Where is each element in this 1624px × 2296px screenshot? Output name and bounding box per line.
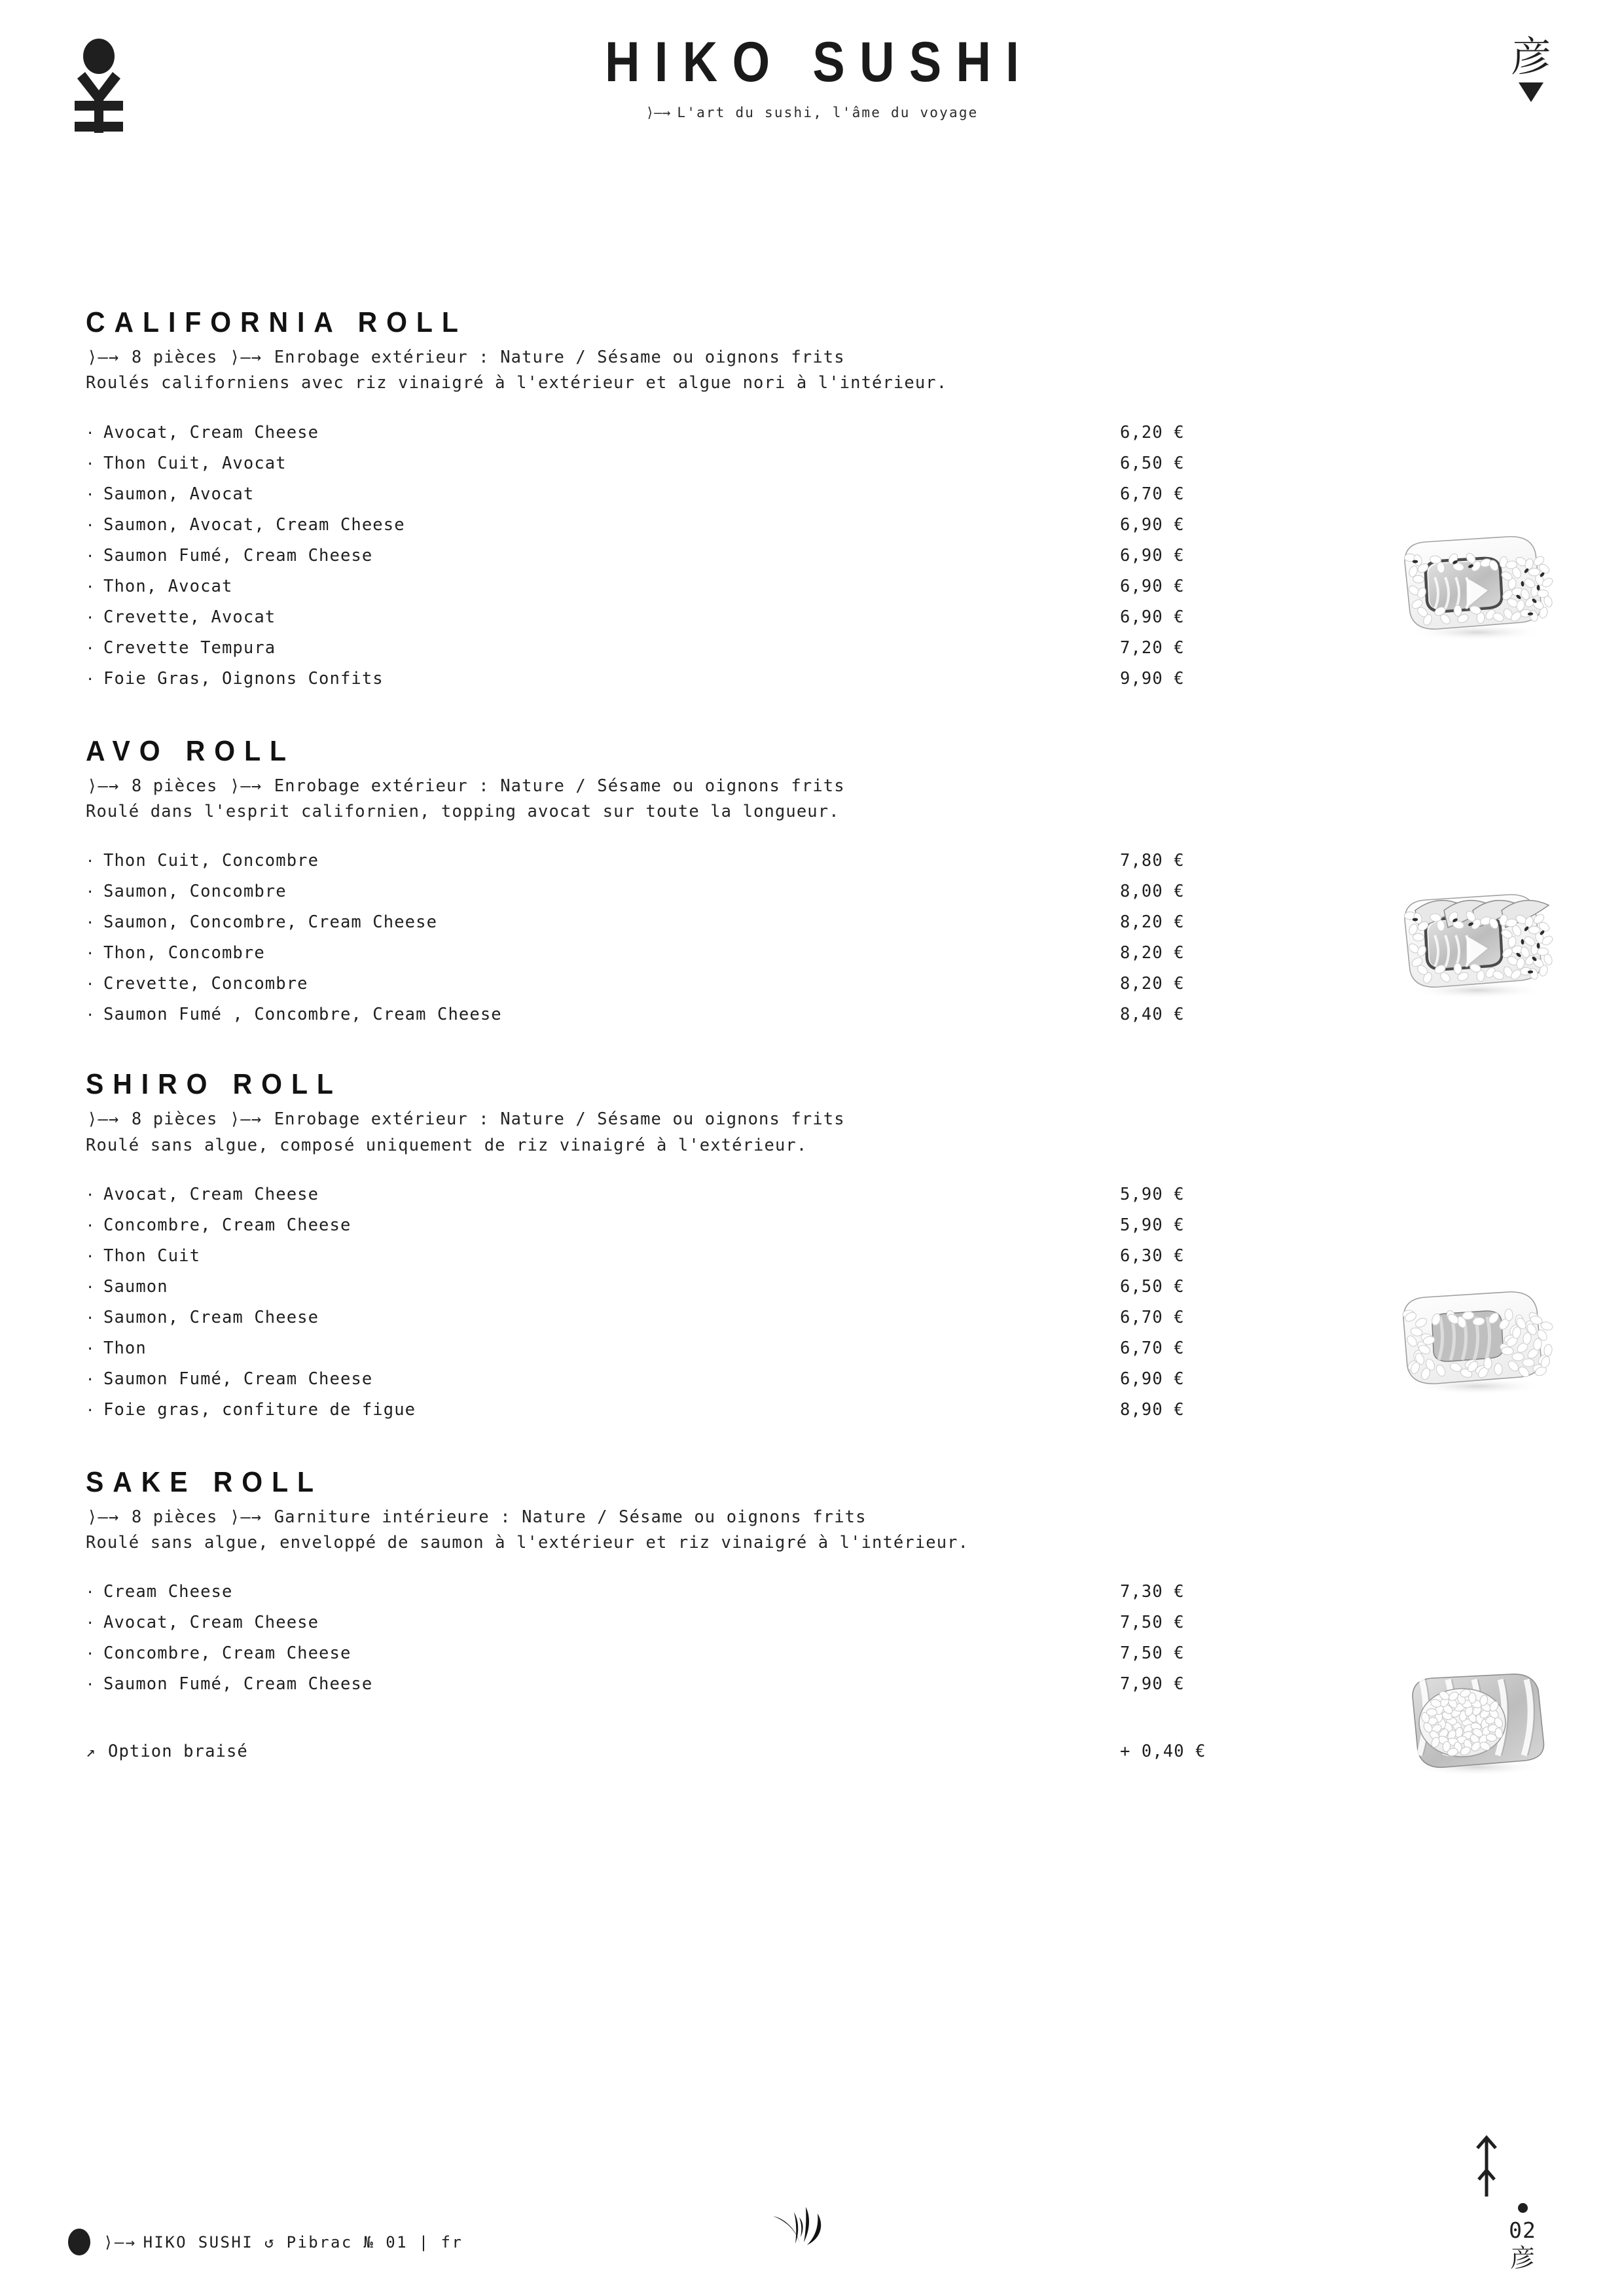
page-kanji-glyph: 彦 <box>1509 2244 1535 2273</box>
menu-item[interactable] <box>86 1400 1238 1431</box>
menu-item-price: 8,90 € <box>1120 1399 1185 1420</box>
menu-item[interactable] <box>86 974 1238 1005</box>
menu-item[interactable] <box>86 1215 1238 1246</box>
page-marker <box>1473 2134 1572 2274</box>
bullet-icon: · <box>86 548 96 565</box>
menu-item-label: Avocat, Cream Cheese <box>103 422 319 442</box>
section-pieces: 8 pièces <box>131 1109 218 1130</box>
bullet-icon: · <box>86 456 96 473</box>
bullet-icon: · <box>86 1340 96 1357</box>
menu-section-california-roll <box>86 308 1538 700</box>
menu-item-price: 8,40 € <box>1120 1005 1185 1025</box>
section-meta <box>86 1108 1538 1131</box>
footer-brand-line <box>68 2229 463 2255</box>
menu-item[interactable] <box>86 912 1238 943</box>
section-meta <box>86 775 1538 798</box>
menu-item-label: Saumon Fumé, Cream Cheese <box>103 1369 373 1389</box>
menu-item-price: 6,90 € <box>1120 514 1185 535</box>
grass-brush-ornament-icon <box>767 2204 858 2257</box>
option-label: Option braisé <box>108 1742 248 1762</box>
bullet-icon: · <box>86 640 96 657</box>
page-marker-dot-icon <box>1518 2203 1528 2213</box>
menu-item-price: 5,90 € <box>1120 1215 1185 1235</box>
menu-item[interactable] <box>86 851 1238 882</box>
menu-item-label: Saumon Fumé, Cream Cheese <box>103 1674 373 1695</box>
menu-item[interactable] <box>86 546 1238 577</box>
section-wrapping: Garniture intérieure : Nature / Sésame ou oignons frits <box>274 1507 867 1527</box>
menu-item-price: 6,90 € <box>1120 607 1185 627</box>
menu-item[interactable] <box>86 1643 1238 1674</box>
bullet-icon: · <box>86 1677 96 1694</box>
menu-item[interactable] <box>86 943 1238 974</box>
menu-item-label: Saumon, Avocat, Cream Cheese <box>103 514 405 535</box>
menu-item-price: 7,30 € <box>1120 1582 1185 1602</box>
menu-item-label: Crevette Tempura <box>103 637 276 658</box>
section-meta <box>86 346 1538 369</box>
footer-location-text: HIKO SUSHI ↺ Pibrac № 01 | fr <box>143 2233 463 2251</box>
bullet-icon: · <box>86 1371 96 1388</box>
menu-item-label: Thon, Avocat <box>103 576 233 596</box>
bullet-icon: · <box>86 1187 96 1204</box>
avo-roll-illustration <box>1389 882 1566 1009</box>
menu-item[interactable] <box>86 1338 1238 1369</box>
menu-item[interactable] <box>86 1369 1238 1400</box>
menu-item-price: 7,20 € <box>1120 637 1185 658</box>
menu-item-list <box>86 1582 1238 1705</box>
footer-text <box>103 2233 463 2251</box>
page-title: HIKO SUSHI <box>605 31 1034 94</box>
arrow-icon: ⟩—→ <box>87 348 120 368</box>
triangle-down-icon <box>1519 82 1543 102</box>
menu-item-label: Crevette, Avocat <box>103 607 276 627</box>
menu-item-label: Thon, Concombre <box>103 943 265 963</box>
menu-item-price: 7,50 € <box>1120 1643 1185 1664</box>
menu-item[interactable] <box>86 454 1238 484</box>
section-pieces: 8 pièces <box>131 776 218 796</box>
menu-item-price: 7,90 € <box>1120 1674 1185 1695</box>
menu-item[interactable] <box>86 882 1238 912</box>
bullet-icon: · <box>86 1585 96 1602</box>
brand-tagline-text: L'art du sushi, l'âme du voyage <box>677 105 979 120</box>
brand-title-block <box>0 31 1624 120</box>
menu-item[interactable] <box>86 1674 1238 1705</box>
menu-item-label: Avocat, Cream Cheese <box>103 1184 319 1204</box>
menu-item-label: Saumon, Avocat <box>103 484 255 504</box>
menu-item[interactable] <box>86 607 1238 638</box>
arrow-icon: ⟩—→ <box>87 776 120 796</box>
menu-item-label: Saumon, Concombre, Cream Cheese <box>103 912 438 933</box>
menu-item-price: 6,90 € <box>1120 545 1185 565</box>
section-description: Roulé sans algue, enveloppé de saumon à l'extérieur et riz vinaigré à l'intérieur. <box>86 1533 969 1553</box>
menu-item[interactable] <box>86 1246 1238 1277</box>
arrow-icon: ⟩—→ <box>229 776 262 796</box>
bullet-icon: · <box>86 579 96 596</box>
menu-item-label: Thon Cuit <box>103 1246 201 1266</box>
bullet-icon: · <box>86 1310 96 1327</box>
menu-item-price: 6,90 € <box>1120 576 1185 596</box>
page-footer <box>0 2165 1624 2296</box>
menu-item-label: Concombre, Cream Cheese <box>103 1643 352 1664</box>
menu-content <box>86 308 1538 1761</box>
menu-item-label: Thon Cuit, Concombre <box>103 851 319 871</box>
bullet-icon: · <box>86 915 96 932</box>
menu-item-label: Thon Cuit, Avocat <box>103 453 287 473</box>
menu-item-label: Cream Cheese <box>103 1582 233 1602</box>
menu-item-label: Thon <box>103 1338 147 1358</box>
menu-section-avo-roll <box>86 736 1538 1036</box>
arrow-icon: ⟩—→ <box>87 1507 120 1527</box>
bullet-icon: · <box>86 1279 96 1296</box>
section-description: Roulé dans l'esprit californien, topping avocat sur toute la longueur. <box>86 801 840 821</box>
section-wrapping: Enrobage extérieur : Nature / Sésame ou oignons frits <box>274 348 845 368</box>
arrow-up-right-icon: ↗ <box>86 1742 96 1761</box>
menu-item-label: Saumon <box>103 1276 168 1297</box>
menu-item[interactable] <box>86 1582 1238 1613</box>
menu-item-label: Saumon, Concombre <box>103 882 287 902</box>
menu-item-label: Crevette, Concombre <box>103 974 308 994</box>
menu-item-price: 8,20 € <box>1120 943 1185 963</box>
option-price: + 0,40 € <box>1120 1742 1206 1762</box>
menu-item-price: 7,50 € <box>1120 1613 1185 1633</box>
menu-item-price: 7,80 € <box>1120 851 1185 871</box>
menu-item[interactable] <box>86 1308 1238 1338</box>
bullet-icon: · <box>86 884 96 901</box>
section-title: AVO ROLL <box>86 734 295 767</box>
bullet-icon: · <box>86 1217 96 1234</box>
page-number: 02 <box>1509 2217 1536 2244</box>
menu-item-price: 6,70 € <box>1120 1338 1185 1358</box>
bullet-icon: · <box>86 853 96 870</box>
arrow-icon: ⟩—→ <box>103 2233 137 2251</box>
section-pieces: 8 pièces <box>131 348 218 368</box>
bullet-icon: · <box>86 609 96 626</box>
menu-item[interactable] <box>86 577 1238 607</box>
bullet-icon: · <box>86 425 96 442</box>
bullet-icon: · <box>86 1402 96 1419</box>
menu-item-price: 8,20 € <box>1120 974 1185 994</box>
page-header <box>0 0 1624 196</box>
menu-item-label: Foie Gras, Oignons Confits <box>103 668 384 689</box>
california-roll-illustration <box>1389 524 1566 651</box>
menu-item-price: 5,90 € <box>1120 1184 1185 1204</box>
menu-item[interactable] <box>86 669 1238 700</box>
menu-item-list <box>86 423 1238 700</box>
menu-item[interactable] <box>86 423 1238 454</box>
bullet-icon: · <box>86 486 96 503</box>
sake-roll-illustration <box>1389 1659 1566 1786</box>
section-wrapping: Enrobage extérieur : Nature / Sésame ou oignons frits <box>274 1109 845 1130</box>
section-title: CALIFORNIA ROLL <box>86 306 467 338</box>
section-description: Roulé sans algue, composé uniquement de riz vinaigré à l'extérieur. <box>86 1135 808 1155</box>
arrow-icon: ⟩—→ <box>229 1507 262 1527</box>
section-wrapping: Enrobage extérieur : Nature / Sésame ou oignons frits <box>274 776 845 796</box>
menu-item-price: 6,90 € <box>1120 1369 1185 1389</box>
footer-dot-icon <box>68 2229 90 2255</box>
menu-section-sake-roll <box>86 1467 1538 1762</box>
menu-item[interactable] <box>86 1005 1238 1035</box>
section-title: SAKE ROLL <box>86 1465 323 1498</box>
shiro-roll-illustration <box>1389 1278 1566 1405</box>
menu-item-label: Saumon Fumé , Concombre, Cream Cheese <box>103 1005 502 1025</box>
bullet-icon: · <box>86 1248 96 1265</box>
menu-item-label: Foie gras, confiture de figue <box>103 1399 416 1420</box>
bullet-icon: · <box>86 946 96 963</box>
bullet-icon: · <box>86 1007 96 1024</box>
menu-item[interactable] <box>86 1185 1238 1215</box>
menu-item-price: 6,50 € <box>1120 1276 1185 1297</box>
up-arrow-icon <box>1473 2134 1500 2198</box>
menu-item-price: 8,00 € <box>1120 882 1185 902</box>
option-row[interactable] <box>86 1742 1264 1761</box>
menu-item-price: 9,90 € <box>1120 668 1185 689</box>
section-pieces: 8 pièces <box>131 1507 218 1527</box>
section-title: SHIRO ROLL <box>86 1068 342 1101</box>
menu-item-label: Saumon, Cream Cheese <box>103 1307 319 1327</box>
corner-kanji-mark <box>1492 33 1570 102</box>
bullet-icon: · <box>86 977 96 994</box>
menu-item-price: 6,20 € <box>1120 422 1185 442</box>
brand-tagline <box>0 105 1624 120</box>
menu-item-label: Saumon Fumé, Cream Cheese <box>103 545 373 565</box>
menu-item-price: 6,70 € <box>1120 484 1185 504</box>
menu-item[interactable] <box>86 484 1238 515</box>
menu-item-price: 6,30 € <box>1120 1246 1185 1266</box>
menu-item-price: 6,70 € <box>1120 1307 1185 1327</box>
menu-item-label: Avocat, Cream Cheese <box>103 1613 319 1633</box>
arrow-icon: ⟩—→ <box>229 348 262 368</box>
bullet-icon: · <box>86 1615 96 1632</box>
menu-item[interactable] <box>86 1613 1238 1643</box>
arrow-icon: ⟩—→ <box>645 105 671 120</box>
menu-item-list <box>86 851 1238 1035</box>
kanji-hiko-glyph: 彦 <box>1510 33 1551 81</box>
section-description: Roulés californiens avec riz vinaigré à l'extérieur et algue nori à l'intérieur. <box>86 373 948 393</box>
menu-item[interactable] <box>86 515 1238 546</box>
menu-item-price: 6,50 € <box>1120 453 1185 473</box>
menu-item-price: 8,20 € <box>1120 912 1185 933</box>
menu-item-label: Concombre, Cream Cheese <box>103 1215 352 1235</box>
bullet-icon: · <box>86 671 96 688</box>
menu-item-list <box>86 1185 1238 1431</box>
menu-item[interactable] <box>86 1277 1238 1308</box>
bullet-icon: · <box>86 517 96 534</box>
menu-item[interactable] <box>86 638 1238 669</box>
arrow-icon: ⟩—→ <box>229 1109 262 1130</box>
arrow-icon: ⟩—→ <box>87 1109 120 1130</box>
bullet-icon: · <box>86 1646 96 1663</box>
section-meta <box>86 1506 1538 1529</box>
menu-section-shiro-roll <box>86 1069 1538 1431</box>
